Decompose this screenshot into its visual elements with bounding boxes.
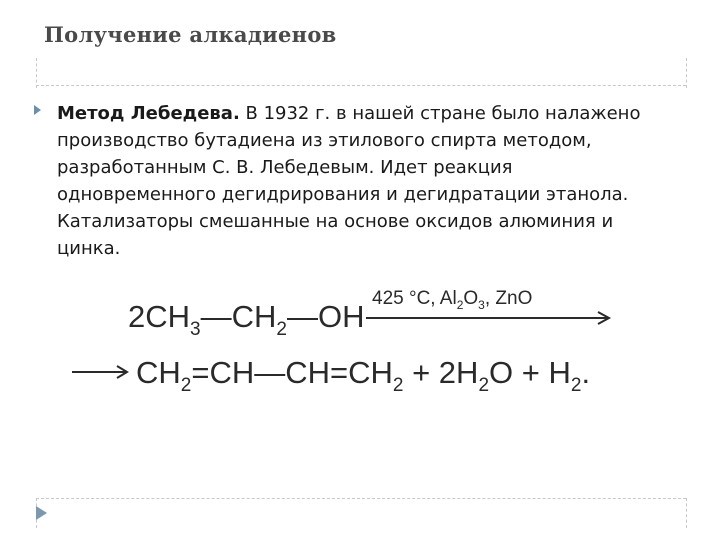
bullet-bold-lead: Метод Лебедева. bbox=[57, 103, 240, 124]
divider bbox=[36, 58, 37, 88]
next-slide-arrow-icon[interactable] bbox=[36, 506, 47, 520]
reaction-equation bbox=[60, 282, 660, 412]
divider bbox=[36, 498, 686, 499]
slide-title: Получение алкадиенов bbox=[44, 22, 337, 47]
reaction-arrow-icon bbox=[72, 366, 127, 378]
reaction-arrow-icon bbox=[366, 312, 609, 324]
equation-line2: $CH_2=CH—CH=CH_2 + 2H_2O + H_2$. bbox=[136, 355, 591, 396]
equation-line1: $2CH_3—CH_2—OH$ bbox=[128, 299, 365, 340]
divider bbox=[686, 58, 687, 88]
divider bbox=[36, 85, 686, 86]
divider bbox=[686, 498, 687, 528]
bullet-body: В 1932 г. в нашей стране было налажено производство бутадиена из этилового спирта методом, разработанным С. В. Лебедевым. Идет реакция одновременного дегидрирования и дегидратации этанола. Катализаторы смешанные на основе оксидов алюминия и цинка. bbox=[57, 103, 641, 259]
bullet-text bbox=[57, 100, 674, 262]
equation-graphic bbox=[60, 282, 660, 412]
triangle-bullet-icon bbox=[34, 105, 41, 115]
bullet-item bbox=[34, 100, 674, 262]
reaction-conditions: 425 °C, $Al_2O_3$, ZnO bbox=[372, 288, 533, 312]
